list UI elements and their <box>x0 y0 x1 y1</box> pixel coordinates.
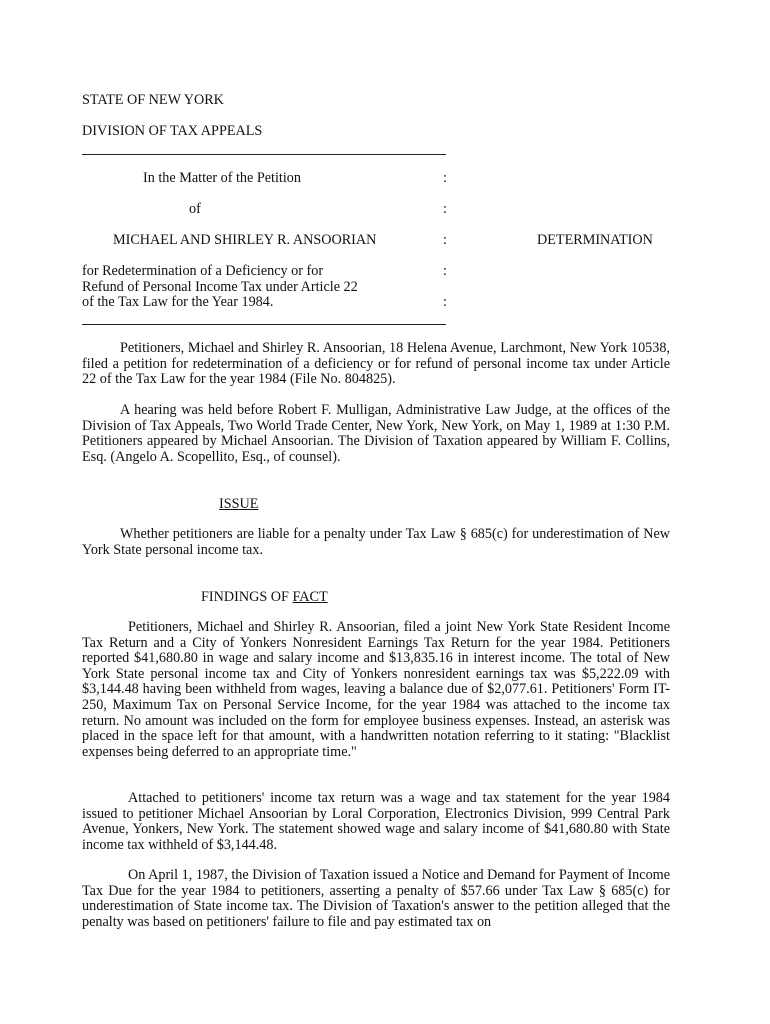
issue-text: Whether petitioners are liable for a penalty under Tax Law § 685(c) for underestimation of New York State personal income tax. <box>82 526 670 558</box>
caption-bottom-rule <box>82 324 446 325</box>
intro-paragraph-hearing: A hearing was held before Robert F. Mulligan, Administrative Law Judge, at the offices of the Division of Tax Appeals, Two World Trade Center, New York, New York, on May 1, 1989 at 1:30 P.M. Petitioners appeared by Michael Ansoorian. The Division of Taxation appeared by William F. Collins, Esq. (Angelo A. Scopellito, Esq., of counsel). <box>82 402 670 465</box>
caption-colon: : <box>443 170 447 186</box>
finding-paragraph-2: Attached to petitioners' income tax return was a wage and tax statement for the year 1984 issued to petitioner Michael Ansoorian by Loral Corporation, Electronics Division, 999 Central Park Avenue, Yonkers, New York. The statement showed wage and salary income of $41,680.80 with State income tax withheld of $3,144.48. <box>82 790 670 853</box>
caption-of: of <box>189 201 201 217</box>
division-heading: DIVISION OF TAX APPEALS <box>82 123 263 139</box>
caption-purpose-line: for Redetermination of a Deficiency or for <box>82 263 324 279</box>
intro-paragraph-petitioners: Petitioners, Michael and Shirley R. Ansoorian, 18 Helena Avenue, Larchmont, New York 10538, filed a petition for redetermination of a deficiency or for refund of personal income tax under Article 22 of the Tax Law for the year 1984 (File No. 804825). <box>82 340 670 388</box>
caption-colon: : <box>443 263 447 279</box>
caption-purpose-line: Refund of Personal Income Tax under Article 22 <box>82 279 358 295</box>
caption-petitioners: MICHAEL AND SHIRLEY R. ANSOORIAN <box>113 232 377 248</box>
findings-heading-underlined-word: FACT <box>292 589 328 605</box>
findings-heading-word: FINDINGS OF <box>201 589 289 605</box>
finding-paragraph-3: On April 1, 1987, the Division of Taxation issued a Notice and Demand for Payment of Income Tax Due for the year 1984 to petitioners, asserting a penalty of $57.66 under Tax Law § 685(c) for underestimation of State income tax. The Division of Taxation's answer to the petition alleged that the penalty was based on petitioners' failure to file and pay estimated tax on <box>82 867 670 930</box>
issue-heading: ISSUE <box>219 496 259 512</box>
caption-colon: : <box>443 232 447 248</box>
caption-colon: : <box>443 294 447 310</box>
findings-heading <box>201 589 328 605</box>
finding-paragraph-1: Petitioners, Michael and Shirley R. Ansoorian, filed a joint New York State Resident Income Tax Return and a City of Yonkers Nonresident Earnings Tax Return for the year 1984. Petitioners reported $41,680.80 in wage and salary income and $13,835.16 in interest income. The total of New York State personal income tax and City of Yonkers nonresident earnings tax was $5,222.09 with $3,144.48 having been withheld from wages, leaving a balance due of $2,077.61. Petitioners' Form IT-250, Maximum Tax on Personal Service Income, for the year 1984 was attached to the income tax return. No amount was included on the form for employee business expenses. Instead, an asterisk was placed in the space left for that amount, with a handwritten notation referring to it stating: "Blacklist expenses being deferred to an appropriate time." <box>82 619 670 760</box>
determination-label: DETERMINATION <box>537 232 653 248</box>
caption-matter: In the Matter of the Petition <box>143 170 301 186</box>
caption-top-rule <box>82 154 446 155</box>
state-heading: STATE OF NEW YORK <box>82 92 224 108</box>
caption-colon: : <box>443 201 447 217</box>
caption-purpose-line: of the Tax Law for the Year 1984. <box>82 294 274 310</box>
